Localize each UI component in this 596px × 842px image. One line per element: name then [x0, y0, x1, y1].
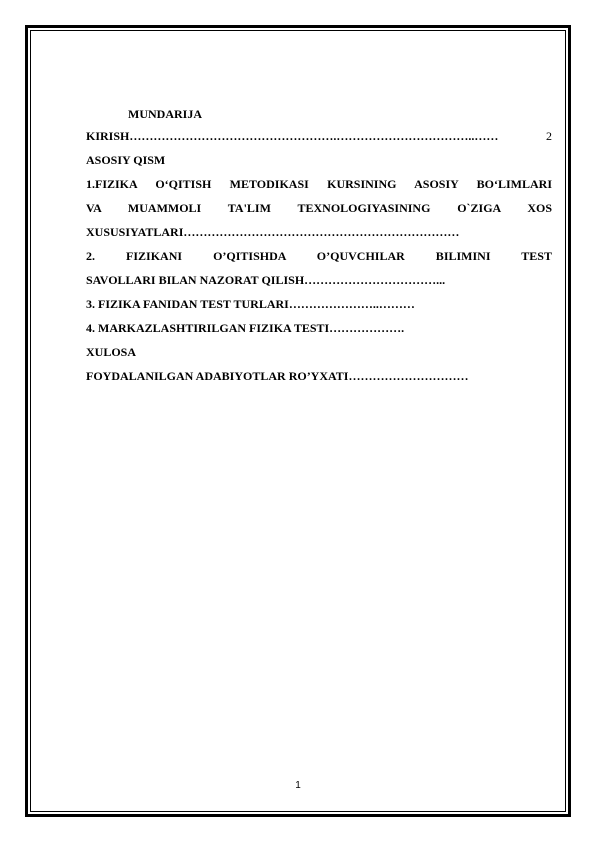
toc-entry-xulosa: XULOSA	[86, 345, 137, 359]
toc-entry-3: 3. FIZIKA FANIDAN TEST TURLARI…………………..………	[86, 297, 415, 311]
table-of-contents	[86, 104, 552, 388]
toc-entry-kirish-label: KIRISH…………………………………………….……………………………..……	[86, 129, 499, 143]
toc-entry-1-line-1: 1.FIZIKA O‘QITISH METODIKASI KURSINING ASOSIY BO‘LIMLARI	[86, 177, 552, 191]
toc-entry-kirish-page: 2	[546, 129, 552, 143]
toc-entry-kirish	[86, 124, 552, 148]
toc-entry-2-line-1: 2. FIZIKANI O’QITISHDA O’QUVCHILAR BILIMINI TEST	[86, 249, 552, 263]
toc-entry-adabiyotlar: FOYDALANILGAN ADABIYOTLAR RO’YXATI…………………………	[86, 369, 469, 383]
page-number: 1	[295, 780, 301, 791]
toc-title: MUNDARIJA	[128, 107, 202, 121]
toc-entry-2-line-2: SAVOLLARI BILAN NAZORAT QILISH……………………………...	[86, 273, 446, 287]
toc-entry-4: 4. MARKAZLASHTIRILGAN FIZIKA TESTI……………….	[86, 321, 405, 335]
toc-section-asosiy-qism: ASOSIY QISM	[86, 153, 166, 167]
toc-entry-1-line-2: VA MUAMMOLI TA'LIM TEXNOLOGIYASINING O`ZIGA XOS	[86, 201, 552, 215]
toc-entry-1-line-3: XUSUSIYATLARI……………………………………………………………	[86, 225, 460, 239]
